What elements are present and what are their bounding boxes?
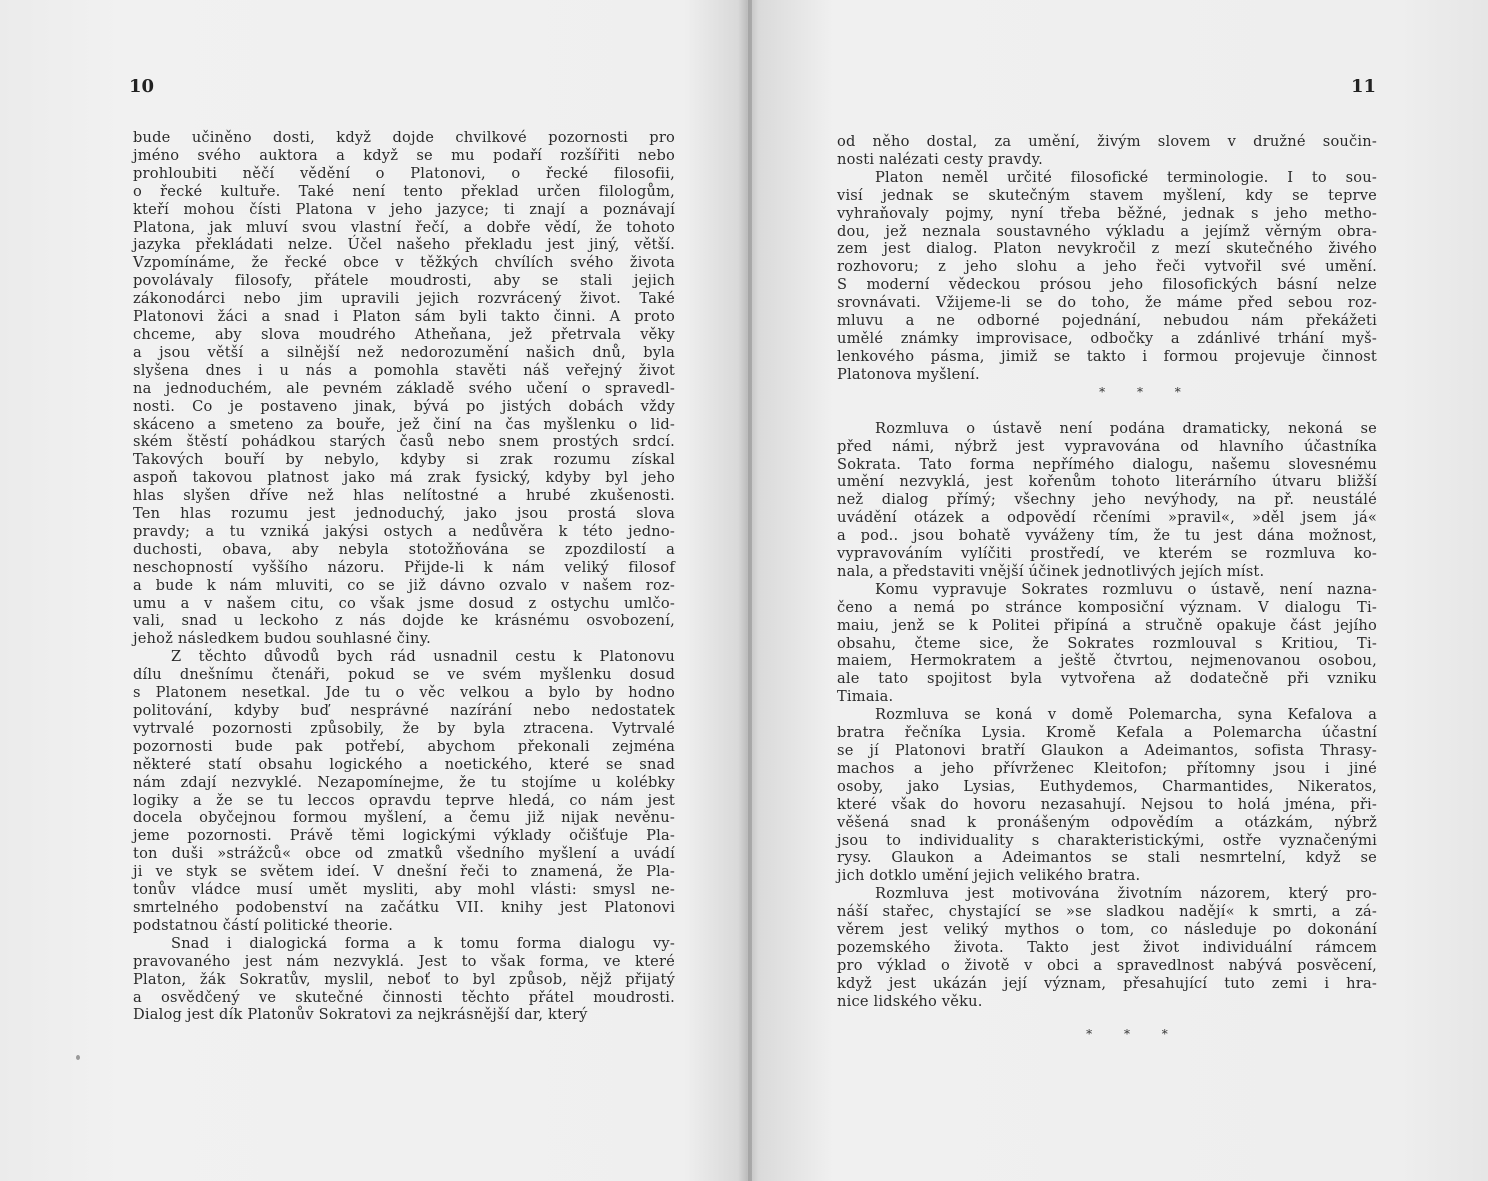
text-line: na jednoduchém, ale pevném základě svého učení o spravedl-: [133, 379, 675, 397]
section-divider: * * *: [1099, 385, 1195, 399]
text-line: Sokrata. Tato forma nepřímého dialogu, našemu slovesnému: [837, 455, 1377, 473]
text-line: tonův vládce musí umět mysliti, aby mohl vlásti: smysl ne-: [133, 881, 675, 899]
left-text-column: [133, 129, 675, 1024]
text-line: umělé známky improvisace, odbočky a zdánlivé trhání myš-: [837, 329, 1377, 347]
text-line: čeno a nemá po stránce komposiční význam. V dialogu Ti-: [837, 598, 1377, 616]
text-line: a bude k nám mluviti, co se již dávno ozvalo v našem roz-: [133, 576, 675, 594]
text-line: aspoň takovou platnost jako má zrak fysický, kdyby byl jeho: [133, 469, 675, 487]
text-line: zákonodárci nebo jim upravili jejich rozvrácený život. Také: [133, 290, 675, 308]
text-line: hlas slyšen dříve než hlas nelítostné a hrubé zkušenosti.: [133, 487, 675, 505]
section-divider: * * *: [1086, 1027, 1182, 1041]
text-line: chceme, aby slova moudrého Atheňana, jež přetrvala věky: [133, 325, 675, 343]
text-line: s Platonem nesetkal. Jde tu o věc velkou a bylo by hodno: [133, 684, 675, 702]
text-line: jméno svého auktora a když se mu podaří rozšířiti nebo: [133, 146, 675, 164]
right-text-column: [837, 133, 1377, 1011]
text-line: než dialog přímý; všechny jeho nevýhody, na př. neustálé: [837, 491, 1377, 509]
text-line: ji ve styk se světem ideí. V dnešní řeči to znamená, že Pla-: [133, 863, 675, 881]
text-line: vali, snad u leckoho z nás dojde ke krásnému osvobození,: [133, 612, 675, 630]
text-line: nosti nalézati cesty pravdy.: [837, 150, 1044, 168]
text-line: jazyka překládati nelze. Účel našeho překladu jest jiný, větší.: [133, 236, 675, 254]
text-line: pravovaného jest nám nezvyklá. Jest to však forma, ve které: [133, 952, 675, 970]
text-line: Z těchto důvodů bych rád usnadnil cestu k Platonovu: [171, 648, 675, 666]
text-line: věrem jest veliký mythos o tom, co následuje po dokonání: [837, 921, 1377, 939]
text-line: nám zdají nezvyklé. Nezapomínejme, že tu stojíme u kolébky: [133, 773, 675, 791]
text-line: slyšena dnes i u nás a pomohla stavěti náš veřejný život: [133, 361, 675, 379]
text-line: bude učiněno dosti, když dojde chvilkové pozornosti pro: [133, 129, 675, 146]
text-line: jich dotklo umění jejich velikého bratra.: [837, 867, 1141, 885]
text-line: Platon neměl určité filosofické terminologie. I to sou-: [875, 168, 1377, 186]
text-line: vytrvalé pozornosti způsobily, že by byla ztracena. Vytrvalé: [133, 719, 675, 737]
text-line: prohloubiti něčí vědění o Platonovi, o řecké filosofii,: [133, 164, 675, 182]
text-line: Timaia.: [837, 688, 894, 706]
text-line: kteří mohou čísti Platona v jeho jazyce; ti znají a poznávají: [133, 200, 675, 218]
text-line: Ten hlas rozumu jest jednoduchý, jako jsou prostá slova: [133, 505, 675, 523]
text-line: machos a jeho přívrženec Kleitofon; přítomny jsou i jiné: [837, 759, 1377, 777]
text-line: politování, kdyby buď nesprávné nazírání nebo nedostatek: [133, 702, 675, 719]
text-line: Snad i dialogická forma a k tomu forma dialogu vy-: [171, 934, 675, 952]
text-line: některé statí obsahu logického a noetického, které se snad: [133, 755, 675, 773]
text-line: srovnávati. Vžijeme-li se do toho, že máme před sebou roz-: [837, 294, 1377, 312]
text-line: vyhraňovaly pojmy, nyní třeba běžné, jednak s jeho metho-: [837, 204, 1377, 222]
text-line: ton duši »strážců« obce od zmatků všedního myšlení a uvádí: [133, 845, 675, 863]
text-line: obsahu, čteme sice, že Sokrates rozmlouval s Kritiou, Ti-: [837, 634, 1377, 652]
text-line: a jsou větší a silnější než nedorozumění našich dnů, byla: [133, 343, 675, 361]
text-line: jeme pozornosti. Právě těmi logickými výklady očišťuje Pla-: [133, 827, 675, 845]
right-page: [752, 0, 1488, 1181]
text-line: uvádění otázek a odpovědí rčeními »pravil«, »děl jsem já«: [837, 509, 1377, 527]
text-line: Platona, jak mluví svou vlastní řečí, a dobře vědí, že tohoto: [133, 218, 675, 236]
text-line: Dialog jest dík Platonův Sokratovi za nejkrásnější dar, který: [133, 1006, 588, 1024]
text-line: Takových bouří by nebylo, kdyby si zrak rozumu získal: [133, 451, 675, 469]
text-line: které však do hovoru nezasahují. Nejsou to holá jména, při-: [837, 795, 1377, 813]
text-line: povolávaly filosofy, přátele moudrosti, aby se stali jejich: [133, 272, 675, 290]
text-line: S moderní vědeckou prósou jeho filosofických básní nelze: [837, 276, 1377, 294]
text-line: Rozmluva o ústavě není podána dramaticky, nekoná se: [875, 419, 1377, 437]
text-line: od něho dostal, za umění, živým slovem v družné součin-: [837, 133, 1377, 150]
text-line: Platonova myšlení.: [837, 365, 980, 383]
text-line: neschopností vyššího názoru. Přijde-li k nám veliký filosof: [133, 558, 675, 576]
text-line: zem jest dialog. Platon nevykročil z mezí skutečného živého: [837, 240, 1377, 258]
text-line: umění nezvyklá, jest kořenům tohoto literárního útvaru bližší: [837, 473, 1377, 491]
text-line: nice lidského věku.: [837, 992, 983, 1010]
text-line: smrtelného podobenství na začátku VII. knihy jest Platonovi: [133, 898, 675, 916]
text-line: maiem, Hermokratem a ještě čtvrtou, nejmenovanou osobou,: [837, 652, 1377, 670]
text-line: lenkového pásma, jimiž se takto i formou projevuje činnost: [837, 347, 1377, 365]
text-line: pozemského života. Takto jest život individuální rámcem: [837, 938, 1377, 956]
text-line: Rozmluva se koná v domě Polemarcha, syna Kefalova a: [875, 706, 1377, 724]
text-line: věšená snad k pronášeným odpovědím a otázkám, nýbrž: [837, 813, 1377, 831]
text-line: se jí Platonovi bratří Glaukon a Adeimantos, sofista Thrasy-: [837, 742, 1377, 759]
text-line: docela obyčejnou formou myšlení, a čemu již nijak nevěnu-: [133, 809, 675, 827]
text-line: Platon, žák Sokratův, myslil, neboť to byl způsob, nějž přijatý: [133, 970, 675, 988]
text-line: vypravováním vylíčiti prostředí, ve kterém se rozmluva ko-: [837, 545, 1377, 563]
text-line: jsou to individuality s charakteristickými, ostře vyznačenými: [837, 831, 1377, 849]
text-line: nosti. Co je postaveno jinak, bývá po jistých dobách vždy: [133, 397, 675, 415]
text-line: skáceno a smeteno za bouře, jež činí na čas myšlenku o lid-: [133, 415, 675, 433]
text-line: bratra řečníka Lysia. Kromě Kefala a Polemarcha účastní: [837, 724, 1377, 742]
text-line: před námi, nýbrž jest vypravována od hlavního účastníka: [837, 437, 1377, 455]
text-line: Platonovi žáci a snad i Platon sám byli takto činni. A proto: [133, 308, 675, 326]
text-line: visí jednak se skutečným stavem myšlení, kdy se teprve: [837, 186, 1377, 204]
text-line: rysy. Glaukon a Adeimantos se stali nesmrtelní, když se: [837, 849, 1377, 867]
text-line: osoby, jako Lysias, Euthydemos, Charmantides, Nikeratos,: [837, 777, 1377, 795]
text-line: logiky a že se tu leccos opravdu teprve hledá, co nám jest: [133, 791, 675, 809]
text-line: maiu, jenž se k Politei připíná a stručně opakuje část jejího: [837, 616, 1377, 634]
text-line: pozornosti bude pak potřebí, abychom překonali zejména: [133, 737, 675, 755]
text-line: o řecké kultuře. Také není tento překlad určen filologům,: [133, 182, 675, 200]
text-line: dou, jež neznala soustavného výkladu a jejímž věrným obra-: [837, 222, 1377, 240]
text-line: podstatnou částí politické theorie.: [133, 916, 394, 934]
text-line: pravdy; a tu vzniká jakýsi ostych a nedůvěra k této jedno-: [133, 522, 675, 540]
text-line: nala, a představiti vnější účinek jednotlivých jejích míst.: [837, 562, 1265, 580]
text-line: dílu dnešnímu čtenáři, pokud se ve svém myšlenku dosud: [133, 666, 675, 684]
text-line: když jest ukázán její význam, přesahující tuto zemi i hra-: [837, 974, 1377, 992]
text-line: Komu vypravuje Sokrates rozmluvu o ústavě, není nazna-: [875, 580, 1377, 598]
text-line: mluvu a ne odborné pojednání, nebudou nám překážeti: [837, 312, 1377, 330]
page-number: 10: [129, 76, 155, 97]
text-line: Rozmluva jest motivována životním názorem, který pro-: [875, 885, 1377, 903]
text-line: jehož následkem budou souhlasné činy.: [133, 630, 431, 648]
text-line: a osvědčený ve skutečné činnosti těchto přátel moudrosti.: [133, 988, 675, 1006]
text-line: Vzpomínáme, že řecké obce v těžkých chvílích svého života: [133, 254, 675, 272]
text-line: ském štěstí pohádkou starých časů nebo snem prostých srdcí.: [133, 433, 675, 451]
text-line: pro výklad o životě v obci a spravedlnost nabývá posvěcení,: [837, 956, 1377, 974]
page-number: 11: [1351, 76, 1377, 97]
text-line: umu a v našem citu, co však jsme dosud z ostychu umlčo-: [133, 594, 675, 612]
text-line: rozhovoru; z jeho slohu a jeho řeči vytvořil své umění.: [837, 258, 1377, 276]
text-line: náší stařec, chystající se »se sladkou nadějí« k smrti, a zá-: [837, 903, 1377, 921]
text-line: duchosti, obava, aby nebyla stotožňována se zpozdilostí a: [133, 540, 675, 558]
text-line: ale tato spojitost byla vytvořena až dodatečně při vzniku: [837, 670, 1377, 688]
text-line: a pod.. jsou bohatě vyváženy tím, že tu jest dána možnost,: [837, 527, 1377, 545]
